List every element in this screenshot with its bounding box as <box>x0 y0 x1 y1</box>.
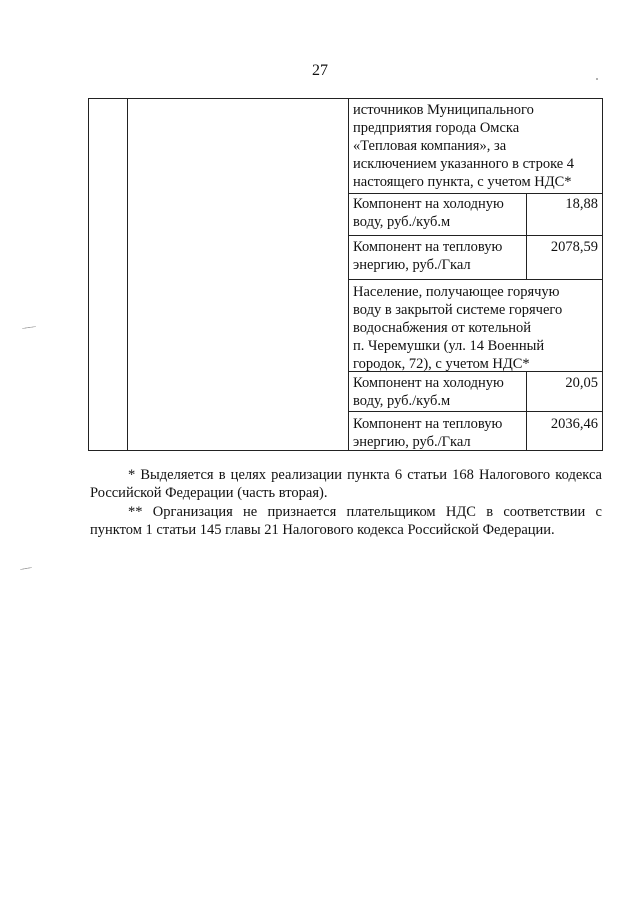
row-label-heat-energy-2: Компонент на тепловую энергию, руб./Гкал <box>353 416 503 450</box>
table-column-divider-1 <box>127 99 128 450</box>
footnote-vat-exemption <box>90 503 602 539</box>
scan-dot-mark <box>596 78 598 80</box>
table-intro-cell: источников Муниципального предприятия города Омска «Тепловая компания», за исключением указанного в строке 4 настоящего пункта, с учетом НДС* <box>353 102 575 190</box>
table-column-divider-2 <box>348 99 349 450</box>
table-population-cell: Население, получающее горячую воду в закрытой системе горячего водоснабжения от котельной п. Черемушки (ул. 14 Военный городок, 72), с учетом НДС* <box>353 284 563 372</box>
row-value-cold-water-1: 18,88 <box>565 196 598 212</box>
row-label-cold-water-2: Компонент на холодную воду, руб./куб.м <box>353 375 504 409</box>
table-row-divider-1 <box>348 193 602 194</box>
table-row-divider-5 <box>348 411 602 412</box>
row-value-heat-energy-1: 2078,59 <box>550 239 598 255</box>
page-number: 27 <box>312 62 328 79</box>
table-row-divider-3 <box>348 279 602 280</box>
footnote-text: * Выделяется в целях реализации пункта 6 статьи 168 Налогового кодекса Российской Федерации (часть вторая). <box>90 467 602 501</box>
table-row-divider-2 <box>348 235 602 236</box>
scan-mark-left-upper <box>22 326 36 329</box>
row-value-cold-water-2: 20,05 <box>565 375 598 391</box>
scan-mark-left-lower <box>20 567 32 570</box>
footnote-vat-allocation <box>90 466 602 502</box>
row-value-heat-energy-2: 2036,46 <box>550 416 598 432</box>
row-label-heat-energy-1: Компонент на тепловую энергию, руб./Гкал <box>353 239 503 273</box>
footnote-text: ** Организация не признается плательщиком НДС в соответствии с пунктом 1 статьи 145 главы 21 Налогового кодекса Российской Федерации. <box>90 504 602 538</box>
row-label-cold-water-1: Компонент на холодную воду, руб./куб.м <box>353 196 504 230</box>
